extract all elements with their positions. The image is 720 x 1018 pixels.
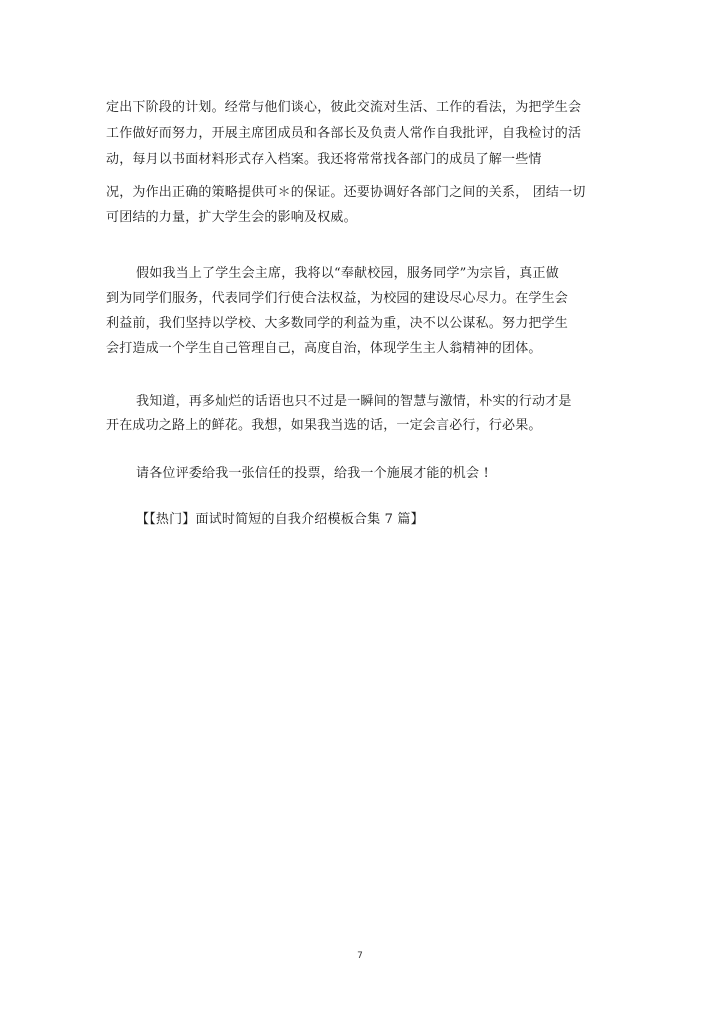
paragraph-3-line-2: 开在成功之路上的鲜花。我想，如果我当选的话，一定会言必行，行必果。 xyxy=(106,418,542,433)
paragraph-1-line-2: 工作做好而努力，开展主席团成员和各部长及负责人常作自我批评，自我检讨的活 xyxy=(106,126,582,141)
paragraph-3-line-1: 我知道，再多灿烂的话语也只不过是一瞬间的智慧与激情，朴实的行动才是 xyxy=(136,394,572,409)
paragraph-2-line-4: 会打造成一个学生自己管理自己，高度自治，体现学生主人翁精神的团体。 xyxy=(106,341,542,356)
paragraph-4: 请各位评委给我一张信任的投票，给我一个施展才能的机会 ! xyxy=(136,466,489,481)
paragraph-1-line-5: 可团结的力量，扩大学生会的影响及权威。 xyxy=(106,210,357,225)
paragraph-1-line-3: 动，每月以书面材料形式存入档案。我还将常常找各部门的成员了解一些情 xyxy=(106,152,542,167)
paragraph-2-line-1: 假如我当上了学生会主席，我将以“奉献校园，服务同学”为宗旨，真正做 xyxy=(136,266,559,281)
related-article-title: 【【热门】面试时简短的自我介绍模板合集 7 篇】 xyxy=(136,512,424,527)
paragraph-2-line-2: 到为同学们服务，代表同学们行使合法权益，为校园的建设尽心尽力。在学生会 xyxy=(106,291,569,306)
paragraph-1-line-4: 况，为作出正确的策略提供可＊的保证。还要协调好各部门之间的关系， 团结一切 xyxy=(106,185,586,200)
paragraph-2-line-3: 利益前，我们坚持以学校、大多数同学的利益为重，决不以公谋私。努力把学生 xyxy=(106,316,569,331)
page-number: 7 xyxy=(357,951,363,961)
paragraph-1-line-1: 定出下阶段的计划。经常与他们谈心，彼此交流对生活、工作的看法，为把学生会 xyxy=(106,100,582,115)
